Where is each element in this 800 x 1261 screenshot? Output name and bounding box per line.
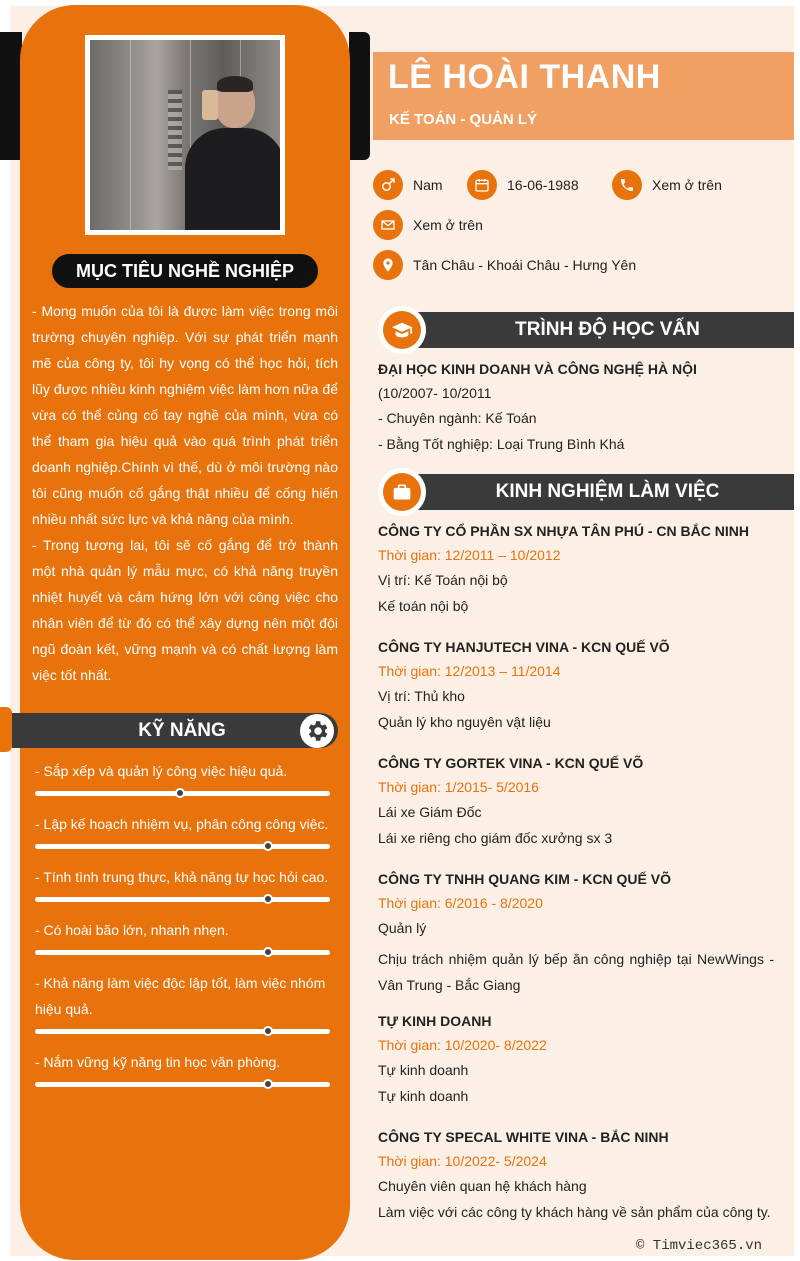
- skill-slider: [35, 791, 330, 796]
- address-value: Tân Châu - Khoái Châu - Hưng Yên: [413, 257, 637, 273]
- decor-tab-left: [0, 32, 22, 160]
- job-position: Chuyên viên quan hệ khách hàng: [378, 1178, 587, 1194]
- skills-title: KỸ NĂNG: [138, 720, 226, 741]
- experience-title: KINH NGHIỆM LÀM VIỆC: [405, 474, 794, 510]
- gender-value: Nam: [413, 177, 443, 193]
- skill-label: - Khả năng làm việc độc lập tốt, làm việc nhóm hiệu quả.: [35, 975, 326, 1017]
- skill-slider-knob: [263, 894, 273, 904]
- skill-label: - Nắm vững kỹ năng tin học văn phòng.: [35, 1054, 281, 1070]
- objective-text: [32, 298, 338, 688]
- briefcase-icon: [383, 473, 421, 511]
- location-icon: [373, 250, 403, 280]
- job-company: CÔNG TY SPECAL WHITE VINA - BẮC NINH: [378, 1129, 669, 1145]
- job-time: Thời gian: 12/2011 – 10/2012: [378, 547, 561, 563]
- job-company: TỰ KINH DOANH: [378, 1013, 492, 1029]
- email-value: Xem ở trên: [413, 217, 483, 233]
- candidate-name: LÊ HOÀI THANH: [388, 58, 661, 96]
- graduation-cap-icon: [383, 311, 421, 349]
- footer-credit[interactable]: © Timviec365.vn: [636, 1238, 763, 1254]
- job-description: Lái xe riêng cho giám đốc xưởng sx 3: [378, 830, 613, 846]
- job-description: Chịu trách nhiệm quản lý bếp ăn công nghiệp tại NewWings - Vân Trung - Bắc Giang: [378, 951, 774, 993]
- phone-icon: [612, 170, 642, 200]
- skill-slider-knob: [263, 841, 273, 851]
- experience-icon-wrap: [378, 468, 426, 516]
- skill-label: - Tính tình trung thực, khả năng tự học hỏi cao.: [35, 869, 329, 885]
- job-position: Tự kinh doanh: [378, 1062, 469, 1078]
- phone-value: Xem ở trên: [652, 177, 722, 193]
- decor-tab-right: [349, 32, 370, 160]
- skill-slider: [35, 950, 330, 955]
- skill-slider: [35, 1082, 330, 1087]
- job-position: Lái xe Giám Đốc: [378, 804, 482, 820]
- calendar-icon: [467, 170, 497, 200]
- job-time: Thời gian: 6/2016 - 8/2020: [378, 895, 543, 911]
- objective-paragraph: - Trong tương lai, tôi sẽ cố gắng để trở thành một nhà quản lý mẫu mực, có khả năng truyền nhiệt huyết và cảm hứng lớn với công việc cho nhân viên để từ đó có thể xây dựng nên một đội ngũ đoàn kết, vững mạnh và có chất lượng làm việc tốt nhất.: [32, 537, 338, 683]
- job-company: CÔNG TY TNHH QUANG KIM - KCN QUẾ VÕ: [378, 871, 671, 887]
- job-description: Tự kinh doanh: [378, 1088, 469, 1104]
- job-time: Thời gian: 10/2020- 8/2022: [378, 1037, 547, 1053]
- job-company: CÔNG TY HANJUTECH VINA - KCN QUẾ VÕ: [378, 639, 670, 655]
- skill-slider: [35, 1029, 330, 1034]
- skill-slider-knob: [263, 1079, 273, 1089]
- job-position: Vị trí: Kế Toán nội bộ: [378, 572, 508, 588]
- job-company: CÔNG TY GORTEK VINA - KCN QUẾ VÕ: [378, 755, 644, 771]
- job-time: Thời gian: 12/2013 – 11/2014: [378, 663, 561, 679]
- education-title: TRÌNH ĐỘ HỌC VẤN: [405, 312, 794, 348]
- skill-label: - Có hoài bão lớn, nhanh nhẹn.: [35, 922, 229, 938]
- objective-title: MỤC TIÊU NGHỀ NGHIỆP: [52, 254, 318, 288]
- skill-label: - Lập kế hoạch nhiệm vụ, phân công công việc.: [35, 816, 329, 832]
- education-icon-wrap: [378, 306, 426, 354]
- dob-value: 16-06-1988: [507, 177, 579, 193]
- skill-slider: [35, 897, 330, 902]
- job-description: Quản lý kho nguyên vật liệu: [378, 714, 551, 730]
- skills-accent: [0, 707, 12, 752]
- skill-slider-knob: [263, 947, 273, 957]
- skill-label: - Sắp xếp và quản lý công việc hiệu quả.: [35, 763, 288, 779]
- job-time: Thời gian: 10/2022- 5/2024: [378, 1153, 547, 1169]
- job-position: Quản lý: [378, 920, 427, 936]
- job-position: Vị trí: Thủ kho: [378, 688, 465, 704]
- education-school: ĐẠI HỌC KINH DOANH VÀ CÔNG NGHỆ HÀ NỘI: [378, 361, 697, 377]
- education-major: - Chuyên ngành: Kế Toán: [378, 410, 537, 426]
- job-description: Làm việc với các công ty khách hàng về sản phẩm của công ty.: [378, 1204, 771, 1220]
- job-company: CÔNG TY CỔ PHẦN SX NHỰA TÂN PHÚ - CN BẮC NINH: [378, 523, 749, 539]
- gear-icon: [300, 714, 334, 748]
- candidate-role: KẾ TOÁN - QUẢN LÝ: [389, 111, 538, 128]
- gender-icon: [373, 170, 403, 200]
- skill-slider-knob: [263, 1026, 273, 1036]
- job-time: Thời gian: 1/2015- 5/2016: [378, 779, 539, 795]
- mail-icon: [373, 210, 403, 240]
- skill-slider: [35, 844, 330, 849]
- avatar: [85, 35, 285, 235]
- profile-photo: [90, 40, 280, 230]
- job-description: Kế toán nội bộ: [378, 598, 469, 614]
- skill-slider-knob: [175, 788, 185, 798]
- education-degree: - Bằng Tốt nghiệp: Loại Trung Bình Khá: [378, 436, 625, 452]
- objective-paragraph: - Mong muốn của tôi là được làm việc trong môi trường chuyên nghiệp. Với sự phát triển mạnh mẽ của công ty, tôi hy vọng có thể học hỏi, tích lũy được nhiều kinh nghiệm việc làm hơn nữa để vừa có thể củng cố tay nghề của mình, vừa có thể tham gia hiệu quả vào quá trình phát triển doanh nghiệp.Chính vì thế, dù ở môi trường nào tôi cũng muốn cố gắng thật nhiều để cống hiến nhiều nhất sức lực và khả năng của mình.: [32, 303, 338, 527]
- education-period: (10/2007- 10/2011: [378, 385, 492, 401]
